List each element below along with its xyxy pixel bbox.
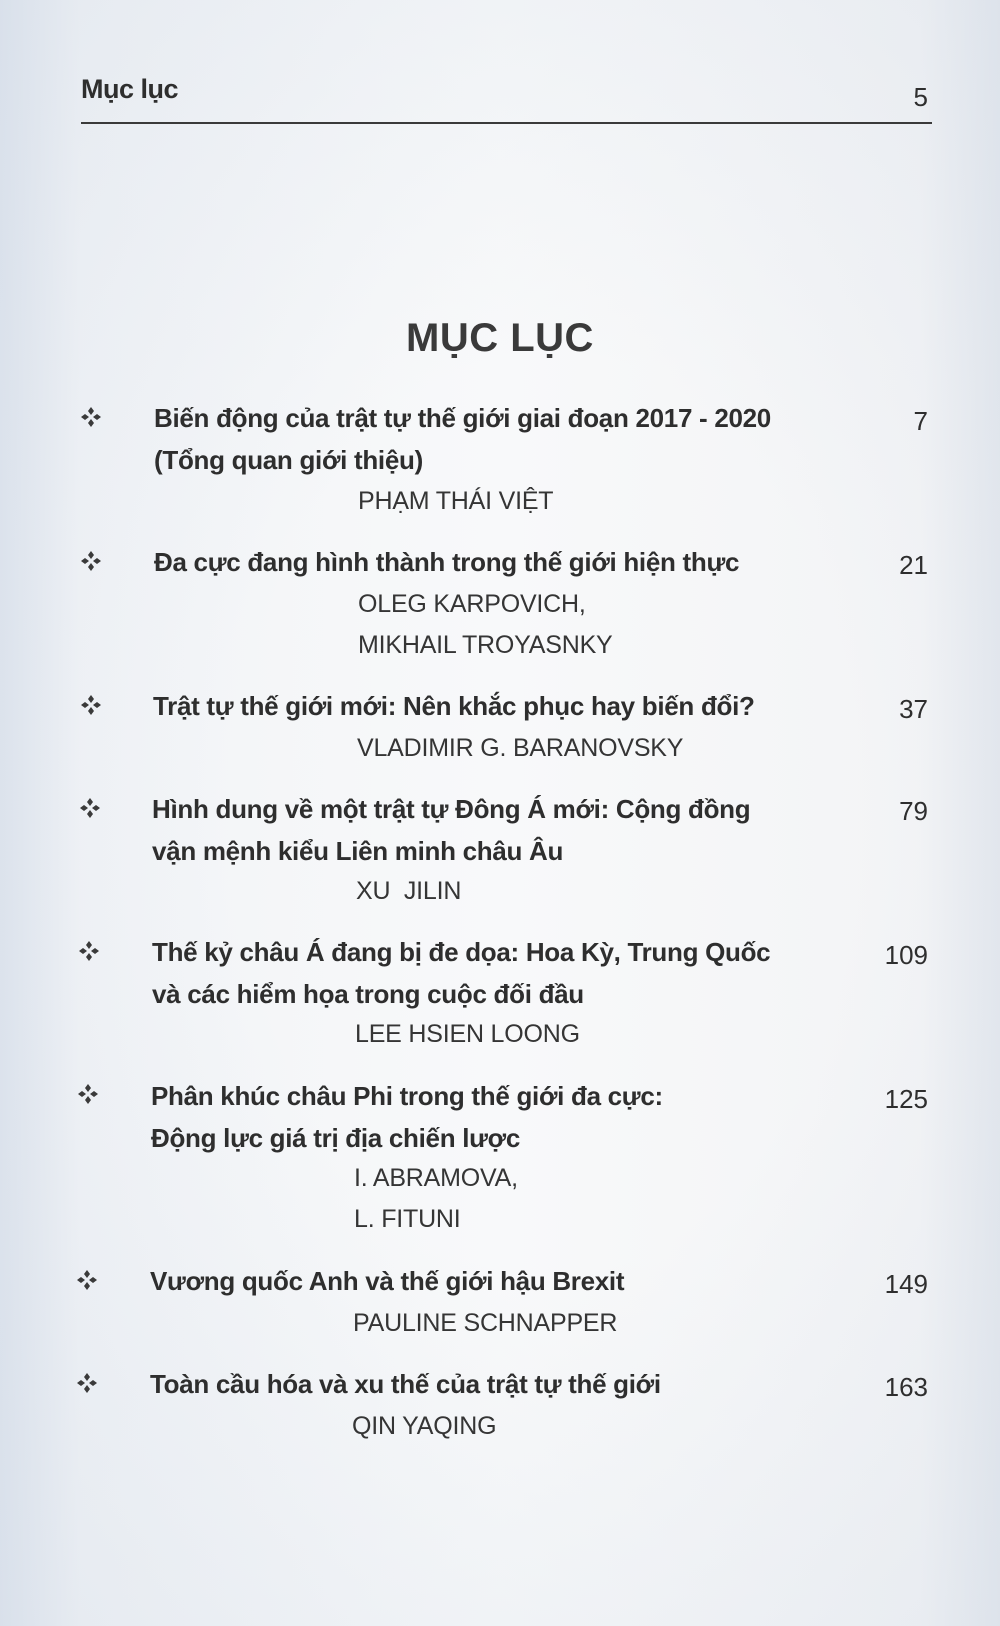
- running-head: Mục lục: [81, 74, 179, 104]
- entry-page-number: 79: [899, 796, 928, 826]
- page-number: 5: [913, 82, 928, 112]
- entry-author: XU JILIN: [356, 877, 462, 905]
- entry-author: OLEG KARPOVICH,: [358, 590, 586, 618]
- entry-author: VLADIMIR G. BARANOVSKY: [357, 734, 684, 762]
- entry-title-line: Động lực giá trị địa chiến lược: [151, 1123, 521, 1153]
- entry-author: I. ABRAMOVA,: [354, 1164, 518, 1192]
- entry-page-number: 163: [884, 1372, 928, 1402]
- four-diamond-ornament-icon: [78, 940, 100, 962]
- entry-page-number: 7: [913, 406, 928, 436]
- entry-title-line: và các hiểm họa trong cuộc đối đầu: [152, 979, 584, 1009]
- entry-page-number: 109: [884, 940, 928, 970]
- entry-title: [151, 1075, 831, 1159]
- four-diamond-ornament-icon: [80, 694, 102, 716]
- entry-author: PHẠM THÁI VIỆT: [358, 487, 554, 515]
- entry-title-line: Hình dung về một trật tự Đông Á mới: Cộng đồng: [152, 794, 751, 824]
- four-diamond-ornament-icon: [77, 1083, 99, 1105]
- entry-author: L. FITUNI: [354, 1205, 461, 1233]
- entry-author: MIKHAIL TROYASNKY: [358, 631, 613, 659]
- entry-title: [152, 931, 832, 1015]
- entry-title-line: Trật tự thế giới mới: Nên khắc phục hay biến đổi?: [153, 691, 755, 721]
- four-diamond-ornament-icon: [80, 550, 102, 572]
- header-rule: [81, 122, 932, 124]
- four-diamond-ornament-icon: [76, 1372, 98, 1394]
- entry-page-number: 149: [884, 1269, 928, 1299]
- entry-author: PAULINE SCHNAPPER: [353, 1309, 618, 1337]
- four-diamond-ornament-icon: [80, 406, 102, 428]
- toc-title: MỤC LỤC: [406, 316, 594, 360]
- entry-title-line: Toàn cầu hóa và xu thế của trật tự thế giới: [150, 1369, 661, 1399]
- entry-title-line: Đa cực đang hình thành trong thế giới hiện thực: [154, 547, 740, 577]
- four-diamond-ornament-icon: [79, 797, 101, 819]
- entry-title: [150, 1363, 830, 1405]
- entry-title: [150, 1260, 830, 1302]
- entry-title-line: Vương quốc Anh và thế giới hậu Brexit: [150, 1266, 625, 1296]
- entry-title-line: Thế kỷ châu Á đang bị đe dọa: Hoa Kỳ, Trung Quốc: [152, 937, 771, 967]
- entry-page-number: 21: [899, 550, 928, 580]
- entry-title-line: Biến động của trật tự thế giới giai đoạn 2017 - 2020: [154, 403, 771, 433]
- entry-title-line: (Tổng quan giới thiệu): [154, 445, 423, 475]
- entry-author: LEE HSIEN LOONG: [355, 1020, 580, 1048]
- entry-page-number: 37: [899, 694, 928, 724]
- entry-title: [154, 541, 834, 583]
- entry-title: [154, 397, 834, 481]
- entry-title: [152, 788, 832, 872]
- entry-title-line: vận mệnh kiểu Liên minh châu Âu: [152, 836, 564, 866]
- entry-title: [153, 685, 833, 727]
- four-diamond-ornament-icon: [76, 1269, 98, 1291]
- entry-author: QIN YAQING: [352, 1412, 497, 1440]
- entry-title-line: Phân khúc châu Phi trong thế giới đa cực:: [151, 1081, 663, 1111]
- entry-page-number: 125: [884, 1084, 928, 1114]
